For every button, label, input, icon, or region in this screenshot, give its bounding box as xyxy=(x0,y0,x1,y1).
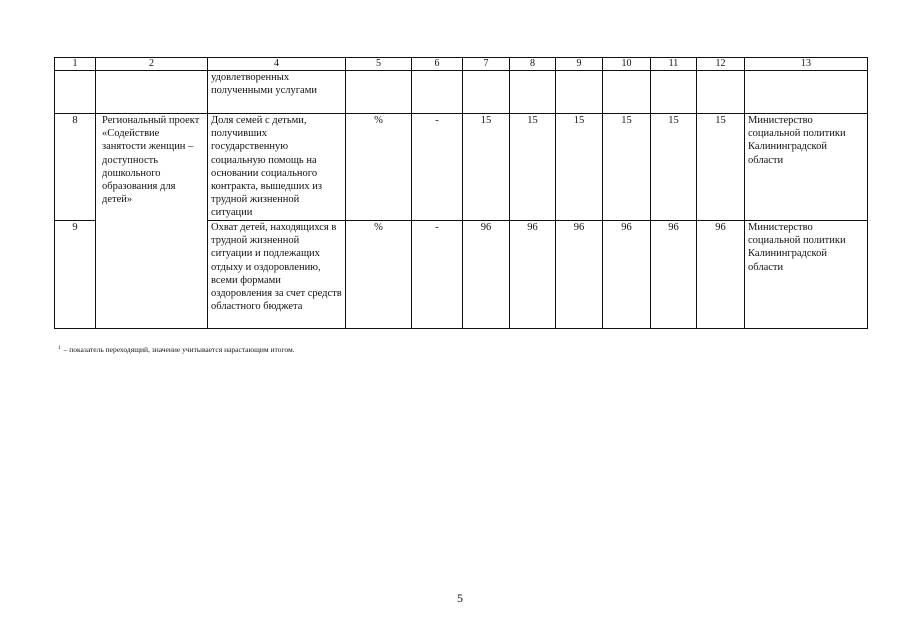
row-number-cell: 8 xyxy=(55,114,96,221)
table-row-continuation xyxy=(55,71,868,114)
footnote-text: – показатель переходящий, значение учитывается нарастающим итогом. xyxy=(63,345,295,354)
base-value-cell: - xyxy=(412,221,463,329)
table-cell xyxy=(745,71,868,114)
table-row xyxy=(55,114,868,221)
footnote-marker: 1 xyxy=(58,345,61,351)
value-cell: 15 xyxy=(510,114,556,221)
indicator-cell: Доля семей с детьми, получивших государственную социальную помощь на основании социального контракта, вышедших из трудной жизненной ситуации xyxy=(208,114,346,221)
header-row xyxy=(55,58,868,71)
project-cell: Региональный проект «Содействие занятости женщин – доступность дошкольного образования для детей» xyxy=(96,114,208,329)
indicator-cell: Охват детей, находящихся в трудной жизненной ситуации и подлежащих отдыху и оздоровлению, всеми формами оздоровления за счет средств областного бюджета xyxy=(208,221,346,329)
table-cell xyxy=(55,71,96,114)
table-cell xyxy=(96,71,208,114)
table-cell xyxy=(510,71,556,114)
unit-cell: % xyxy=(346,221,412,329)
value-cell: 15 xyxy=(651,114,697,221)
header-cell: 11 xyxy=(651,58,697,71)
row-number-cell: 9 xyxy=(55,221,96,329)
header-cell: 7 xyxy=(463,58,510,71)
value-cell: 96 xyxy=(603,221,651,329)
header-cell: 6 xyxy=(412,58,463,71)
header-cell: 2 xyxy=(96,58,208,71)
value-cell: 15 xyxy=(603,114,651,221)
value-cell: 15 xyxy=(697,114,745,221)
responsible-cell: Министерство социальной политики Калининградской области xyxy=(745,114,868,221)
header-cell: 8 xyxy=(510,58,556,71)
header-cell: 10 xyxy=(603,58,651,71)
header-cell: 5 xyxy=(346,58,412,71)
header-cell: 13 xyxy=(745,58,868,71)
value-cell: 15 xyxy=(556,114,603,221)
footnote xyxy=(58,343,295,355)
header-cell: 12 xyxy=(697,58,745,71)
table-cell xyxy=(651,71,697,114)
indicator-cell: удовлетворенных полученными услугами xyxy=(208,71,346,114)
header-cell: 1 xyxy=(55,58,96,71)
table-cell xyxy=(463,71,510,114)
value-cell: 96 xyxy=(463,221,510,329)
header-cell: 9 xyxy=(556,58,603,71)
header-cell: 4 xyxy=(208,58,346,71)
page-number: 5 xyxy=(457,591,463,605)
unit-cell: % xyxy=(346,114,412,221)
table-cell xyxy=(556,71,603,114)
indicators-table xyxy=(54,57,868,329)
table-cell xyxy=(603,71,651,114)
responsible-cell: Министерство социальной политики Калининградской области xyxy=(745,221,868,329)
table-cell xyxy=(346,71,412,114)
value-cell: 96 xyxy=(510,221,556,329)
value-cell: 96 xyxy=(697,221,745,329)
table-cell xyxy=(697,71,745,114)
value-cell: 15 xyxy=(463,114,510,221)
value-cell: 96 xyxy=(556,221,603,329)
table-cell xyxy=(412,71,463,114)
value-cell: 96 xyxy=(651,221,697,329)
base-value-cell: - xyxy=(412,114,463,221)
